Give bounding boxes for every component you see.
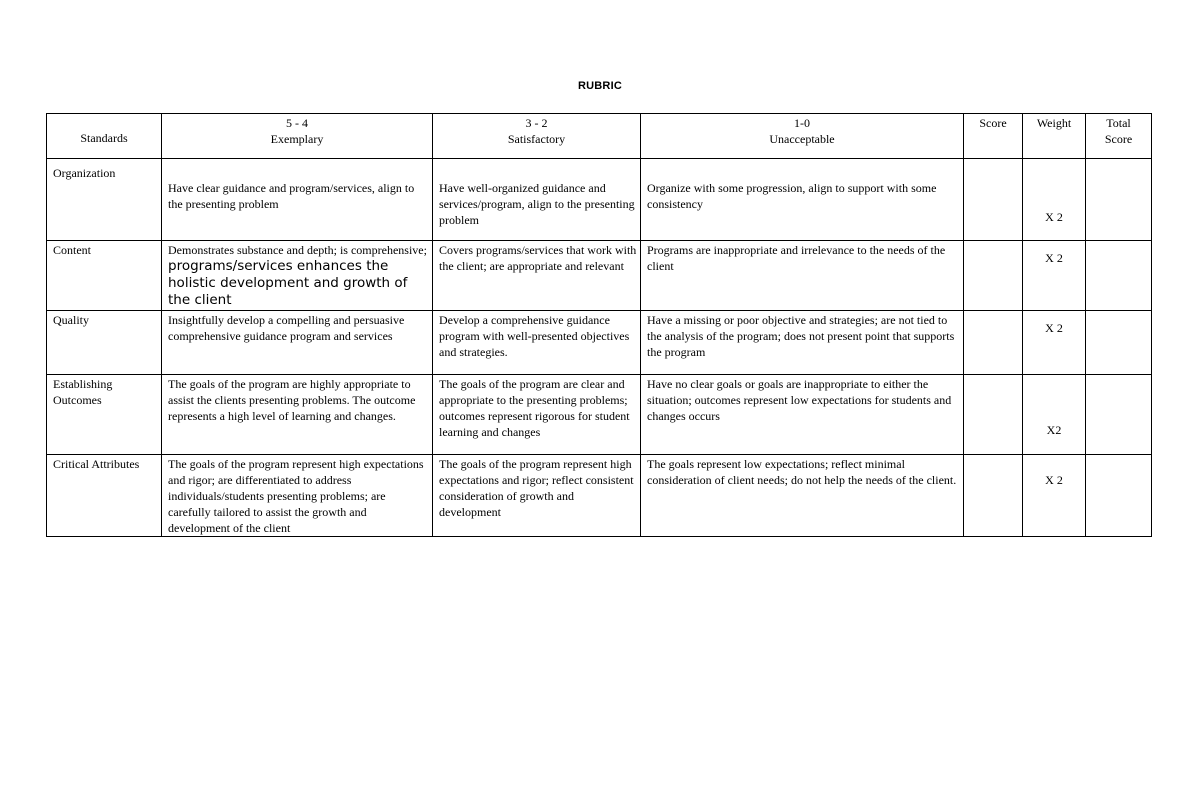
header-total-score: [1086, 114, 1152, 159]
satisfactory-cell: [433, 159, 641, 241]
header-standards: [47, 114, 162, 159]
header-weight: [1023, 114, 1086, 159]
header-satisfactory: [433, 114, 641, 159]
satisfactory-cell: The goals of the program represent high expectations and rigor; reflect consistent consideration of growth and development: [433, 455, 641, 537]
header-total-score-label: Score: [1104, 132, 1133, 146]
standard-text: Establishing: [53, 377, 113, 391]
exemplary-text: Have clear guidance and program/services, align to the presenting problem: [168, 181, 415, 211]
satisfactory-cell: Develop a comprehensive guidance program with well-presented objectives and strategies.: [433, 311, 641, 375]
standard-cell: [47, 375, 162, 455]
satisfactory-cell: The goals of the program are clear and appropriate to the presenting problems; outcomes represent rigorous for student learning and changes: [433, 375, 641, 455]
weight-cell: [1023, 375, 1086, 455]
header-standards-label: Standards: [80, 131, 128, 145]
header-exemplary-range: 5 - 4: [286, 116, 308, 130]
table-row: [47, 375, 1152, 455]
unacceptable-cell: Have a missing or poor objective and strategies; are not tied to the analysis of the program; does not present point that supports the program: [641, 311, 964, 375]
rubric-table: [46, 113, 1152, 537]
exemplary-cell: The goals of the program are highly appropriate to assist the clients presenting problems. The outcome represents a high level of learning and changes.: [162, 375, 433, 455]
score-cell: [964, 159, 1023, 241]
total-score-cell: [1086, 311, 1152, 375]
weight-value: X 2: [1045, 251, 1063, 265]
weight-cell: [1023, 159, 1086, 241]
unacceptable-cell: Have no clear goals or goals are inappropriate to either the situation; outcomes represent low expectations for students and changes occurs: [641, 375, 964, 455]
unacceptable-cell: Programs are inappropriate and irrelevance to the needs of the client: [641, 241, 964, 311]
header-score-label: Score: [979, 116, 1007, 130]
header-weight-label: Weight: [1036, 116, 1072, 130]
header-satisfactory-range: 3 - 2: [525, 116, 548, 130]
total-score-cell: [1086, 159, 1152, 241]
unacceptable-cell: [641, 159, 964, 241]
exemplary-text: Demonstrates substance and depth; is comprehensive;: [168, 243, 427, 257]
unacceptable-text: Organize with some progression, align to support with some consistency: [647, 181, 937, 211]
table-row: [47, 241, 1152, 311]
total-score-cell: [1086, 241, 1152, 311]
header-satisfactory-label: Satisfactory: [507, 132, 566, 146]
weight-value: X 2: [1045, 473, 1063, 487]
header-unacceptable-label: Unacceptable: [769, 132, 835, 146]
score-cell: [964, 241, 1023, 311]
header-unacceptable: [641, 114, 964, 159]
total-score-cell: [1086, 455, 1152, 537]
total-score-cell: [1086, 375, 1152, 455]
standard-cell: Quality: [47, 311, 162, 375]
exemplary-cell: [162, 159, 433, 241]
header-unacceptable-range: 1-0: [794, 116, 810, 130]
standard-text-continued: Outcomes: [53, 393, 102, 407]
exemplary-cell: [162, 241, 433, 311]
score-cell: [964, 375, 1023, 455]
weight-value: X2: [1046, 423, 1062, 437]
header-score: [964, 114, 1023, 159]
unacceptable-cell: The goals represent low expectations; reflect minimal consideration of client needs; do not help the needs of the client.: [641, 455, 964, 537]
table-row: [47, 159, 1152, 241]
page-title: RUBRIC: [578, 80, 622, 92]
header-exemplary-label: Exemplary: [270, 132, 324, 146]
standard-cell: Content: [47, 241, 162, 311]
weight-value: X 2: [1045, 321, 1063, 335]
weight-cell: [1023, 455, 1086, 537]
standard-cell: Critical Attributes: [47, 455, 162, 537]
table-row: [47, 311, 1152, 375]
exemplary-cell: Insightfully develop a compelling and persuasive comprehensive guidance program and services: [162, 311, 433, 375]
satisfactory-cell: Covers programs/services that work with the client; are appropriate and relevant: [433, 241, 641, 311]
header-exemplary: [162, 114, 433, 159]
standard-cell: Organization: [47, 159, 162, 241]
weight-cell: [1023, 241, 1086, 311]
weight-value: X 2: [1045, 210, 1063, 224]
exemplary-cell: The goals of the program represent high expectations and rigor; are differentiated to address individuals/students presenting problems; are carefully tailored to assist the growth and development of the client: [162, 455, 433, 537]
table-row: [47, 455, 1152, 537]
header-total-label: Total: [1106, 116, 1131, 130]
exemplary-text-continued: programs/services enhances the holistic development and growth of the client: [168, 258, 408, 308]
weight-cell: [1023, 311, 1086, 375]
score-cell: [964, 311, 1023, 375]
header-row: [47, 114, 1152, 159]
score-cell: [964, 455, 1023, 537]
satisfactory-text: Have well-organized guidance and services/program, align to the presenting problem: [439, 181, 635, 227]
